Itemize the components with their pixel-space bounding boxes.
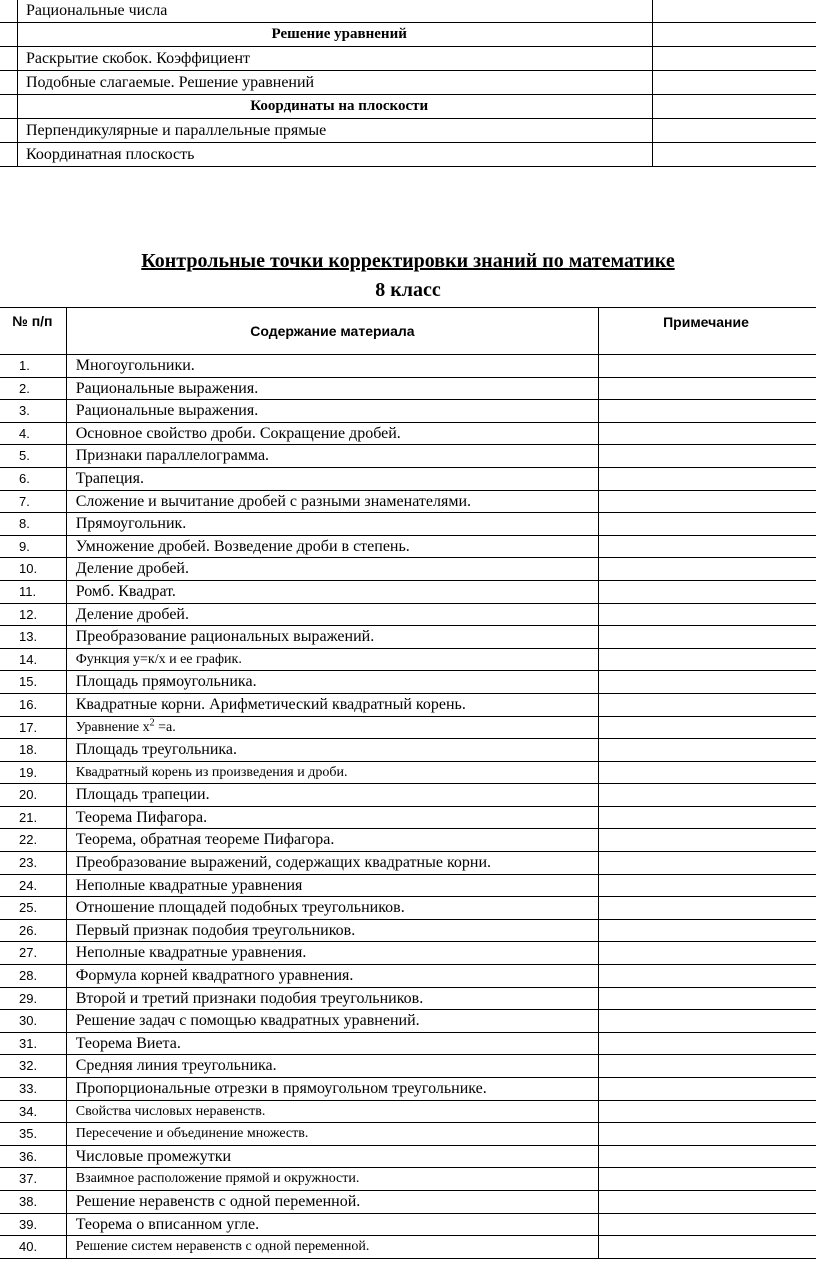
page-subtitle (0, 279, 816, 302)
topic-row (0, 71, 816, 95)
row-number: 21. (0, 806, 66, 829)
row-number: 32. (0, 1055, 66, 1078)
row-topic: Умножение дробей. Возведение дроби в степень. (66, 535, 598, 558)
table-row (0, 739, 816, 762)
header-content: Содержание материала (66, 308, 598, 355)
top-topics-body (0, 0, 816, 167)
control-points-table (0, 307, 816, 1259)
row-number: 34. (0, 1100, 66, 1123)
table-row (0, 693, 816, 716)
row-topic: Рациональные выражения. (66, 400, 598, 423)
row-note (599, 535, 816, 558)
table-row (0, 897, 816, 920)
row-number: 6. (0, 467, 66, 490)
section-row (0, 95, 816, 119)
row-note (599, 919, 816, 942)
row-note (599, 490, 816, 513)
row-note (599, 874, 816, 897)
row-note (599, 558, 816, 581)
topic-row (0, 119, 816, 143)
note-cell (653, 23, 816, 47)
table-row (0, 535, 816, 558)
table-row (0, 761, 816, 784)
table-row (0, 1123, 816, 1146)
row-topic: Деление дробей. (66, 558, 598, 581)
table-row (0, 445, 816, 468)
row-topic: Рациональные выражения. (66, 377, 598, 400)
table-row (0, 648, 816, 671)
row-note (599, 1078, 816, 1101)
row-note (599, 603, 816, 626)
table-row (0, 1078, 816, 1101)
topic-row (0, 0, 816, 23)
row-note (599, 355, 816, 378)
row-number: 11. (0, 580, 66, 603)
row-number: 10. (0, 558, 66, 581)
row-topic (66, 716, 598, 739)
row-note (599, 648, 816, 671)
row-note (599, 965, 816, 988)
row-note (599, 806, 816, 829)
table-row (0, 513, 816, 536)
section-title: Координаты на плоскости (17, 95, 653, 119)
row-note (599, 377, 816, 400)
row-note (599, 671, 816, 694)
row-number: 4. (0, 422, 66, 445)
row-note (599, 1055, 816, 1078)
note-cell (653, 143, 816, 167)
row-number: 38. (0, 1190, 66, 1213)
row-marker-cell (0, 119, 17, 143)
table-row (0, 784, 816, 807)
table-row (0, 1055, 816, 1078)
topic-text: Координатная плоскость (17, 143, 653, 167)
row-number: 14. (0, 648, 66, 671)
row-number: 13. (0, 626, 66, 649)
top-topics-table (0, 0, 816, 167)
row-number: 24. (0, 874, 66, 897)
section-row (0, 23, 816, 47)
row-topic: Пропорциональные отрезки в прямоугольном треугольнике. (66, 1078, 598, 1101)
topic-text: Рациональные числа (17, 0, 653, 23)
row-number: 7. (0, 490, 66, 513)
row-note (599, 1168, 816, 1191)
row-topic: Пересечение и объединение множеств. (66, 1123, 598, 1146)
row-note (599, 467, 816, 490)
row-number: 15. (0, 671, 66, 694)
row-number: 27. (0, 942, 66, 965)
row-number: 25. (0, 897, 66, 920)
table-row (0, 716, 816, 739)
row-number: 16. (0, 693, 66, 716)
row-topic: Неполные квадратные уравнения. (66, 942, 598, 965)
table-row (0, 1168, 816, 1191)
table-row (0, 1190, 816, 1213)
note-cell (653, 47, 816, 71)
row-marker-cell (0, 95, 17, 119)
row-note (599, 1236, 816, 1259)
row-note (599, 400, 816, 423)
row-topic: Трапеция. (66, 467, 598, 490)
row-topic: Теорема Виета. (66, 1032, 598, 1055)
table-row (0, 874, 816, 897)
row-topic: Основное свойство дроби. Сокращение дробей. (66, 422, 598, 445)
row-marker-cell (0, 143, 17, 167)
table-row (0, 806, 816, 829)
row-note (599, 739, 816, 762)
table-row (0, 580, 816, 603)
table-row (0, 490, 816, 513)
row-topic: Многоугольники. (66, 355, 598, 378)
row-number: 29. (0, 987, 66, 1010)
table-row (0, 1145, 816, 1168)
table-row (0, 467, 816, 490)
row-topic: Ромб. Квадрат. (66, 580, 598, 603)
row-number: 1. (0, 355, 66, 378)
row-topic: Квадратный корень из произведения и дроби. (66, 761, 598, 784)
section-title: Решение уравнений (17, 23, 653, 47)
row-note (599, 1010, 816, 1033)
row-note (599, 1190, 816, 1213)
page-title-line1: Контрольные точки корректировки знаний по математике (141, 250, 675, 272)
table-row (0, 626, 816, 649)
row-number: 40. (0, 1236, 66, 1259)
row-note (599, 445, 816, 468)
row-note (599, 1213, 816, 1236)
table-row (0, 1236, 816, 1259)
row-note (599, 626, 816, 649)
row-note (599, 1145, 816, 1168)
formula-base: Уравнение х (75, 719, 150, 735)
row-number: 31. (0, 1032, 66, 1055)
row-topic: Отношение площадей подобных треугольников. (66, 897, 598, 920)
row-number: 35. (0, 1123, 66, 1146)
row-note (599, 1123, 816, 1146)
row-note (599, 852, 816, 875)
row-number: 3. (0, 400, 66, 423)
row-marker-cell (0, 0, 17, 23)
row-note (599, 761, 816, 784)
grade-label: 8 класс (375, 279, 441, 301)
table-row (0, 1213, 816, 1236)
row-note (599, 784, 816, 807)
row-note (599, 987, 816, 1010)
row-topic: Площадь прямоугольника. (66, 671, 598, 694)
table-row (0, 422, 816, 445)
row-topic: Решение систем неравенств с одной переменной. (66, 1236, 598, 1259)
table-row (0, 829, 816, 852)
row-note (599, 829, 816, 852)
topic-text: Подобные слагаемые. Решение уравнений (17, 71, 653, 95)
topic-text: Перпендикулярные и параллельные прямые (17, 119, 653, 143)
row-number: 33. (0, 1078, 66, 1101)
row-topic: Взаимное расположение прямой и окружности. (66, 1168, 598, 1191)
row-number: 5. (0, 445, 66, 468)
row-topic: Формула корней квадратного уравнения. (66, 965, 598, 988)
row-note (599, 897, 816, 920)
row-topic: Решение задач с помощью квадратных уравнений. (66, 1010, 598, 1033)
table-row (0, 1032, 816, 1055)
row-number: 36. (0, 1145, 66, 1168)
note-cell (653, 119, 816, 143)
note-cell (653, 95, 816, 119)
row-note (599, 1032, 816, 1055)
note-cell (653, 0, 816, 23)
row-topic: Сложение и вычитание дробей с разными знаменателями. (66, 490, 598, 513)
row-topic: Числовые промежутки (66, 1145, 598, 1168)
row-topic: Свойства числовых неравенств. (66, 1100, 598, 1123)
table-row (0, 400, 816, 423)
row-topic: Неполные квадратные уравнения (66, 874, 598, 897)
row-number: 30. (0, 1010, 66, 1033)
row-note (599, 422, 816, 445)
row-topic: Теорема, обратная теореме Пифагора. (66, 829, 598, 852)
row-number: 2. (0, 377, 66, 400)
table-row (0, 942, 816, 965)
row-topic: Деление дробей. (66, 603, 598, 626)
table-row (0, 1010, 816, 1033)
row-number: 37. (0, 1168, 66, 1191)
row-topic: Признаки параллелограмма. (66, 445, 598, 468)
table-row (0, 965, 816, 988)
table-row (0, 1100, 816, 1123)
row-number: 19. (0, 761, 66, 784)
row-number: 8. (0, 513, 66, 536)
table-row (0, 603, 816, 626)
row-number: 20. (0, 784, 66, 807)
page-title (0, 250, 816, 273)
row-topic: Первый признак подобия треугольников. (66, 919, 598, 942)
table-row (0, 671, 816, 694)
row-topic: Решение неравенств с одной переменной. (66, 1190, 598, 1213)
row-topic: Второй и третий признаки подобия треугольников. (66, 987, 598, 1010)
row-number: 28. (0, 965, 66, 988)
row-number: 18. (0, 739, 66, 762)
row-topic: Площадь трапеции. (66, 784, 598, 807)
row-topic: Теорема о вписанном угле. (66, 1213, 598, 1236)
row-marker-cell (0, 71, 17, 95)
row-number: 26. (0, 919, 66, 942)
topic-row (0, 143, 816, 167)
row-note (599, 513, 816, 536)
topic-row (0, 47, 816, 71)
row-number: 23. (0, 852, 66, 875)
row-marker-cell (0, 47, 17, 71)
row-number: 39. (0, 1213, 66, 1236)
row-topic: Площадь треугольника. (66, 739, 598, 762)
formula-exponent: 2 (149, 716, 155, 728)
row-topic: Преобразование выражений, содержащих квадратные корни. (66, 852, 598, 875)
row-note (599, 1100, 816, 1123)
topic-text: Раскрытие скобок. Коэффициент (17, 47, 653, 71)
header-note: Примечание (599, 308, 816, 355)
row-topic: Квадратные корни. Арифметический квадратный корень. (66, 693, 598, 716)
table-row (0, 558, 816, 581)
row-note (599, 693, 816, 716)
row-topic: Средняя линия треугольника. (66, 1055, 598, 1078)
table-row (0, 919, 816, 942)
table-row (0, 377, 816, 400)
table-row (0, 355, 816, 378)
row-note (599, 580, 816, 603)
row-number: 22. (0, 829, 66, 852)
table-row (0, 987, 816, 1010)
formula-tail: =а. (154, 719, 176, 735)
row-note (599, 716, 816, 739)
row-number: 17. (0, 716, 66, 739)
table-header-row (0, 308, 816, 355)
table-row (0, 852, 816, 875)
row-number: 9. (0, 535, 66, 558)
row-note (599, 942, 816, 965)
note-cell (653, 71, 816, 95)
row-number: 12. (0, 603, 66, 626)
header-num: № п/п (0, 308, 66, 355)
row-topic: Преобразование рациональных выражений. (66, 626, 598, 649)
row-topic: Прямоугольник. (66, 513, 598, 536)
control-points-body (0, 355, 816, 1259)
row-topic: Функция у=к/х и ее график. (66, 648, 598, 671)
row-marker-cell (0, 23, 17, 47)
row-topic: Теорема Пифагора. (66, 806, 598, 829)
